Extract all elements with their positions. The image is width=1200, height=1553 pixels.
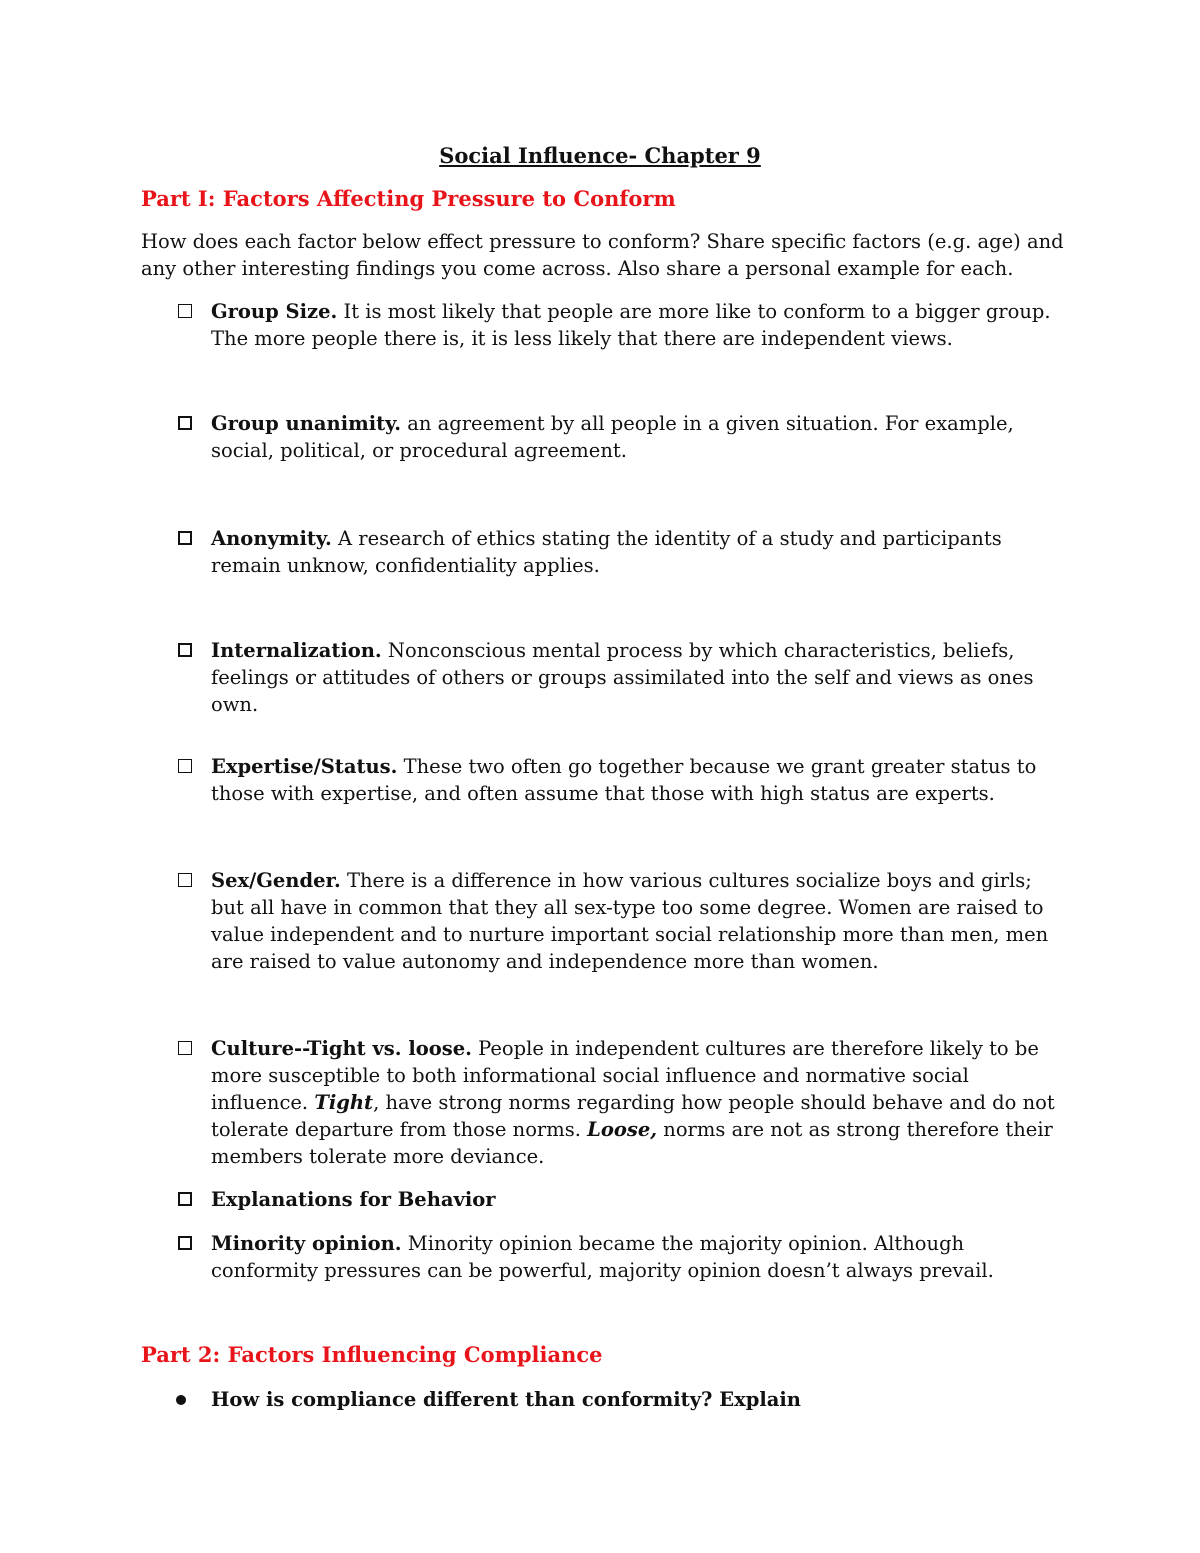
- checkbox-icon[interactable]: [178, 531, 192, 545]
- factor-term: Explanations for Behavior: [211, 1188, 496, 1211]
- checkbox-icon[interactable]: [178, 304, 192, 318]
- factor-item-anonymity: [176, 525, 1066, 579]
- factor-description: Minority opinion became the majority opinion. Although conformity pressures can be powerful, majority opinion doesn’t always prevail.: [211, 1232, 994, 1282]
- factor-text: [211, 525, 1066, 579]
- factor-term: Anonymity.: [211, 527, 332, 550]
- part2-heading: Part 2: Factors Influencing Compliance: [141, 1342, 603, 1367]
- factor-term: Expertise/Status.: [211, 755, 398, 778]
- factor-term: Culture--Tight vs. loose.: [211, 1037, 472, 1060]
- bullet-icon: [176, 1395, 186, 1405]
- part2-bullet-item: [176, 1386, 801, 1413]
- checkbox-icon[interactable]: [178, 1236, 192, 1250]
- factor-description-c: norms are not as strong therefore their members tolerate more deviance.: [211, 1118, 1053, 1168]
- factor-text: [211, 1230, 1066, 1284]
- factor-text: [211, 1035, 1066, 1170]
- factor-item-group-size: [176, 298, 1066, 352]
- checkbox-icon[interactable]: [178, 1192, 192, 1206]
- loose-term: Loose,: [587, 1118, 658, 1141]
- factor-description-a: People in independent cultures are therefore likely to be more susceptible to both informational social influence and normative social influence.: [211, 1037, 1039, 1114]
- factor-item-sex-gender: [176, 867, 1066, 975]
- factor-description: It is most likely that people are more like to conform to a bigger group. The more people there is, it is less likely that there are independent views.: [211, 300, 1051, 350]
- factor-description: A research of ethics stating the identity of a study and participants remain unknow, confidentiality applies.: [211, 527, 1002, 577]
- checkbox-icon[interactable]: [178, 1041, 192, 1055]
- factor-text: [211, 1186, 1066, 1213]
- part1-intro: How does each factor below effect pressure to conform? Share specific factors (e.g. age) and any other interesting findings you come across. Also share a personal example for each.: [141, 230, 1064, 280]
- factor-item-group-unanimity: [176, 410, 1066, 464]
- factor-text: [211, 410, 1066, 464]
- tight-term: Tight: [314, 1091, 374, 1114]
- factor-description: Nonconscious mental process by which characteristics, beliefs, feelings or attitudes of others or groups assimilated into the self and views as ones own.: [211, 639, 1034, 716]
- factor-text: [211, 637, 1066, 718]
- part1-heading: Part I: Factors Affecting Pressure to Conform: [141, 186, 676, 211]
- factor-text: [211, 867, 1066, 975]
- factor-term: Minority opinion.: [211, 1232, 402, 1255]
- factor-term: Group unanimity.: [211, 412, 402, 435]
- factor-term: Sex/Gender.: [211, 869, 341, 892]
- document-title: Social Influence- Chapter 9: [439, 143, 761, 168]
- factor-item-explanations: [176, 1186, 1066, 1213]
- checkbox-icon[interactable]: [178, 643, 192, 657]
- factor-description-b: , have strong norms regarding how people should behave and do not tolerate departure from those norms.: [211, 1091, 1055, 1141]
- factor-term: Internalization.: [211, 639, 382, 662]
- checkbox-icon[interactable]: [178, 759, 192, 773]
- factor-term: Group Size.: [211, 300, 338, 323]
- bullet-text: How is compliance different than conformity? Explain: [211, 1388, 801, 1411]
- factor-item-expertise-status: [176, 753, 1066, 807]
- factor-item-culture: [176, 1035, 1066, 1170]
- factor-description: an agreement by all people in a given situation. For example, social, political, or procedural agreement.: [211, 412, 1014, 462]
- factor-item-minority-opinion: [176, 1230, 1066, 1284]
- factor-text: [211, 298, 1066, 352]
- factor-description: There is a difference in how various cultures socialize boys and girls; but all have in common that they all sex-type too some degree. Women are raised to value independent and to nurture important social relationship more than men, men are raised to value autonomy and independence more than women.: [211, 869, 1049, 973]
- factor-description: These two often go together because we grant greater status to those with expertise, and often assume that those with high status are experts.: [211, 755, 1037, 805]
- factor-item-internalization: [176, 637, 1066, 718]
- factor-text: [211, 753, 1066, 807]
- checkbox-icon[interactable]: [178, 416, 192, 430]
- checkbox-icon[interactable]: [178, 873, 192, 887]
